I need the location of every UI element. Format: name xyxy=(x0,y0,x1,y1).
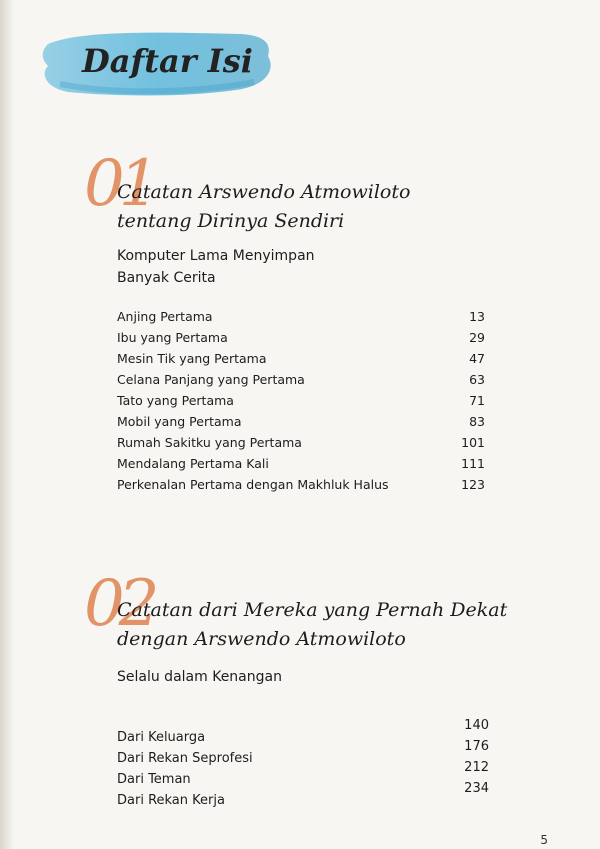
toc-pages-column xyxy=(464,715,489,799)
section-number-01: 01 xyxy=(84,147,154,221)
toc-entry-label: Perkenalan Pertama dengan Makhluk Halus xyxy=(117,477,389,492)
toc-entry[interactable] xyxy=(117,432,485,453)
toc-entry[interactable] xyxy=(117,411,485,432)
section-title-line: Catatan Arswendo Atmowiloto xyxy=(117,181,411,203)
toc-entry-label: Mobil yang Pertama xyxy=(117,414,242,429)
toc-entry[interactable] xyxy=(117,390,485,411)
toc-entry-page: 83 xyxy=(469,414,485,429)
toc-entry-label[interactable]: Dari Rekan Kerja xyxy=(117,793,225,808)
toc-entry-label: Tato yang Pertama xyxy=(117,393,234,408)
section-title-01 xyxy=(117,178,410,236)
toc-entry-label: Mesin Tik yang Pertama xyxy=(117,351,267,366)
toc-entry-page: 71 xyxy=(469,393,485,408)
toc-entry[interactable] xyxy=(117,327,485,348)
toc-entry-label[interactable]: Dari Rekan Seprofesi xyxy=(117,751,253,766)
toc-labels-column xyxy=(117,727,489,811)
toc-entry-page: 234 xyxy=(464,781,489,796)
toc-entry-page: 101 xyxy=(461,435,485,450)
section-subtitle-02 xyxy=(117,666,282,688)
toc-entry-page: 13 xyxy=(469,309,485,324)
page-number: 5 xyxy=(540,833,548,847)
section-subtitle-line: Selalu dalam Kenangan xyxy=(117,669,282,685)
section-subtitle-line: Banyak Cerita xyxy=(117,270,216,286)
toc-entry[interactable] xyxy=(117,369,485,390)
section-title-line: dengan Arswendo Atmowiloto xyxy=(117,628,406,650)
section-subtitle-line: Komputer Lama Menyimpan xyxy=(117,248,315,264)
toc-entry-label: Celana Panjang yang Pertama xyxy=(117,372,305,387)
toc-entry[interactable] xyxy=(117,474,485,495)
toc-list-02 xyxy=(117,718,489,811)
page-edge-shadow xyxy=(0,0,14,849)
toc-entry-label[interactable]: Dari Keluarga xyxy=(117,730,206,745)
toc-entry-label[interactable]: Dari Teman xyxy=(117,772,191,787)
title-banner xyxy=(40,24,280,104)
section-title-02 xyxy=(117,596,507,654)
toc-entry[interactable] xyxy=(117,348,485,369)
toc-entry-page: 140 xyxy=(464,718,489,733)
toc-entry-label: Mendalang Pertama Kali xyxy=(117,456,269,471)
section-number-02: 02 xyxy=(84,567,154,641)
section-title-line: Catatan dari Mereka yang Pernah Dekat xyxy=(117,599,508,621)
toc-entry-page: 47 xyxy=(469,351,485,366)
toc-entry-page: 29 xyxy=(469,330,485,345)
toc-entry-page: 123 xyxy=(461,477,485,492)
toc-entry-label: Anjing Pertama xyxy=(117,309,213,324)
section-subtitle-01 xyxy=(117,245,315,289)
toc-entry-label: Rumah Sakitku yang Pertama xyxy=(117,435,302,450)
toc-entry-page: 111 xyxy=(461,456,485,471)
toc-entry-page: 212 xyxy=(464,760,489,775)
toc-entry[interactable] xyxy=(117,306,485,327)
toc-entry-page: 63 xyxy=(469,372,485,387)
toc-list-01 xyxy=(117,306,485,495)
toc-entry-label: Ibu yang Pertama xyxy=(117,330,228,345)
toc-entry-page: 176 xyxy=(464,739,489,754)
page-title: Daftar Isi xyxy=(82,42,253,80)
section-title-line: tentang Dirinya Sendiri xyxy=(117,210,345,232)
toc-entry[interactable] xyxy=(117,453,485,474)
